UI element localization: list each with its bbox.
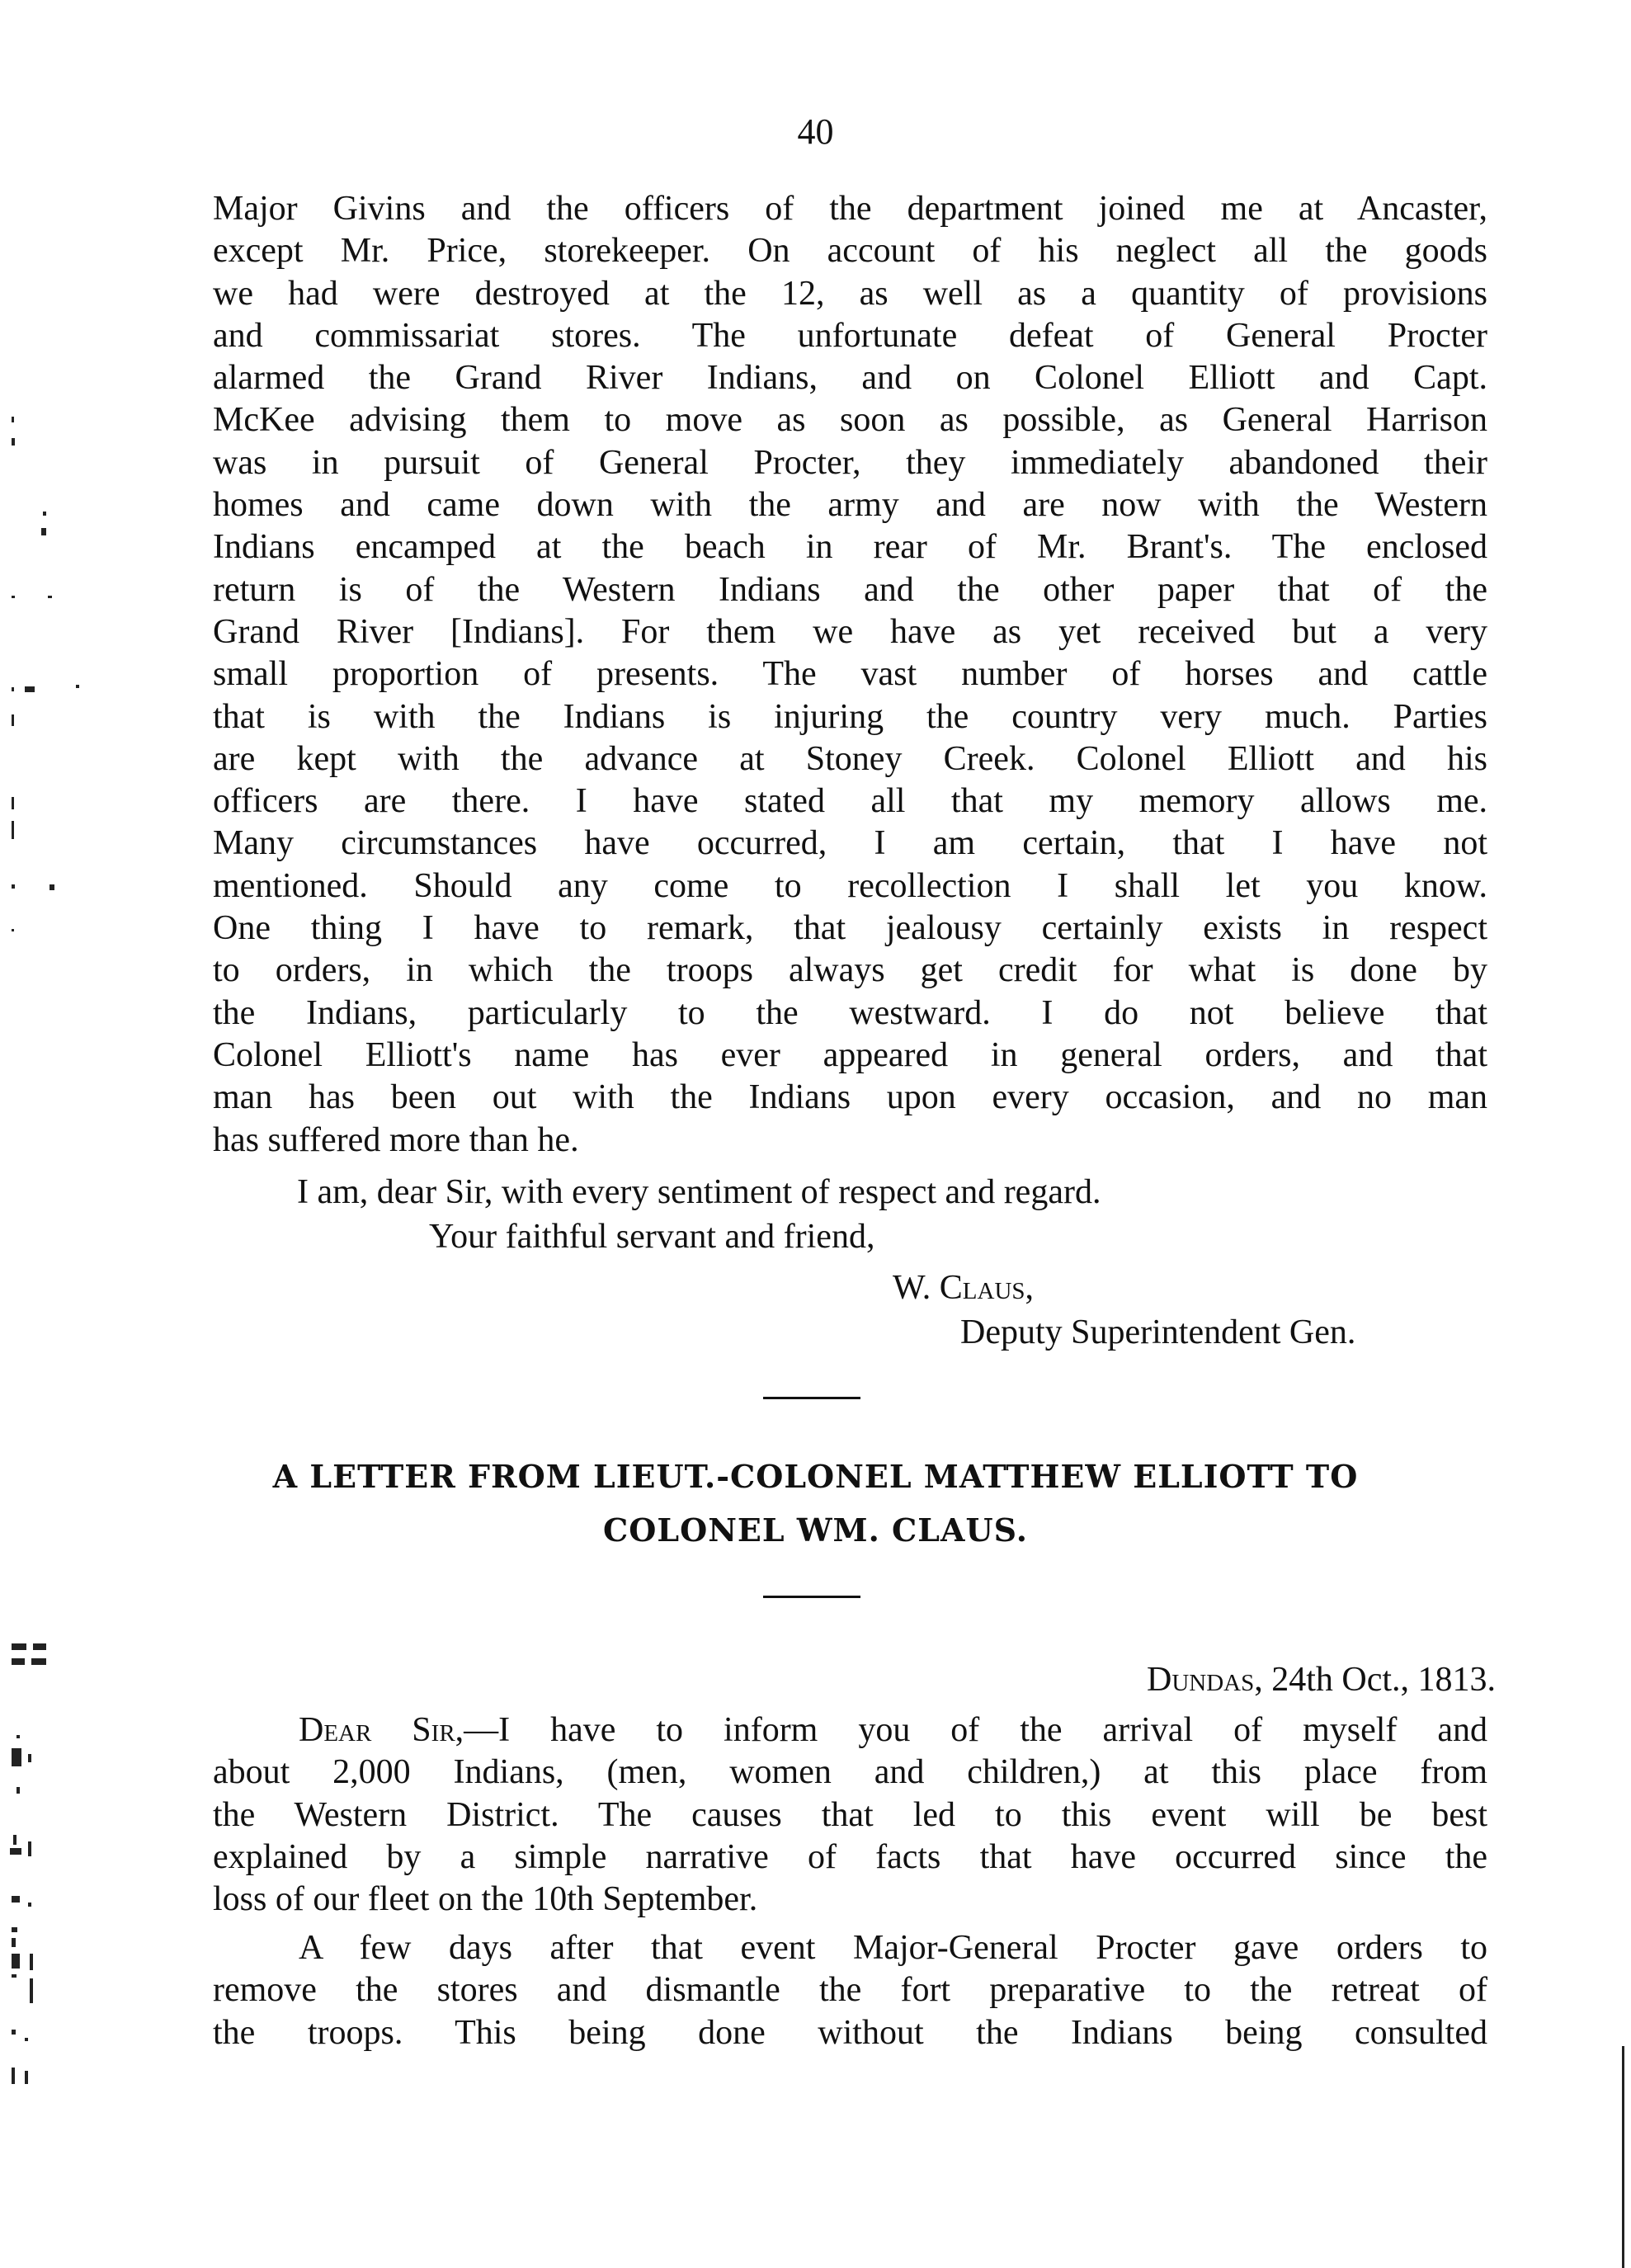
text-line: One thing I have to remark, that jealousy certainly exists in respect bbox=[213, 909, 1487, 948]
text-line: the troops. This being done without the Indians being consulted bbox=[213, 2013, 1487, 2052]
text-line: about 2,000 Indians, (men, women and children,) at this place from bbox=[213, 1753, 1487, 1792]
text-line: Grand River [Indians]. For them we have as yet received but a very bbox=[213, 612, 1487, 651]
letter-dateline bbox=[1147, 1659, 1496, 1701]
text-line: are kept with the advance at Stoney Creek. Colonel Elliott and his bbox=[213, 739, 1487, 778]
page-number: 40 bbox=[797, 111, 834, 152]
dateline-place: Dundas, bbox=[1147, 1661, 1263, 1699]
text-line: A few days after that event Major-General Procter gave orders to bbox=[299, 1929, 1487, 1967]
text-line: has suffered more than he. bbox=[213, 1120, 579, 1159]
text-line: to orders, in which the troops always get credit for what is done by bbox=[213, 951, 1487, 990]
text-line: Major Givins and the officers of the department joined me at Ancaster, bbox=[213, 190, 1487, 228]
text-line: mentioned. Should any come to recollection I shall let you know. bbox=[213, 866, 1487, 905]
text-line: we had were destroyed at the 12, as well as a quantity of provisions bbox=[213, 274, 1487, 313]
text-line: remove the stores and dismantle the fort preparative to the retreat of bbox=[213, 1971, 1487, 2010]
text-line: Indians encamped at the beach in rear of Mr. Brant's. The enclosed bbox=[213, 528, 1487, 567]
text-line: small proportion of presents. The vast number of horses and cattle bbox=[213, 655, 1487, 694]
text-line: and commissariat stores. The unfortunate defeat of General Procter bbox=[213, 316, 1487, 355]
text-line: loss of our fleet on the 10th September. bbox=[213, 1880, 758, 1919]
section-divider bbox=[763, 1397, 860, 1399]
text-line: the Western District. The causes that led to this event will be best bbox=[213, 1795, 1487, 1834]
letter-paragraph-2 bbox=[213, 1927, 1487, 2054]
letter-valediction: Your faithful servant and friend, bbox=[429, 1218, 875, 1256]
signature-title: Deputy Superintendent Gen. bbox=[960, 1313, 1356, 1351]
text-line: the Indians, particularly to the westward. I do not believe that bbox=[213, 993, 1487, 1032]
scan-margin-noise bbox=[0, 0, 132, 2268]
salutation: Dear Sir, bbox=[299, 1711, 464, 1749]
letter-body-continuation bbox=[213, 188, 1487, 1162]
text-line: Many circumstances have occurred, I am certain, that I have not bbox=[213, 824, 1487, 863]
text-line: Colonel Elliott's name has ever appeared in general orders, and that bbox=[213, 1035, 1487, 1074]
letter-heading-line-2: COLONEL WM. CLAUS. bbox=[603, 1511, 1028, 1549]
text-line: McKee advising them to move as soon as possible, as General Harrison bbox=[213, 401, 1487, 440]
signature-name: W. Claus, bbox=[893, 1269, 1035, 1307]
scan-edge-line bbox=[1622, 2046, 1624, 2268]
text-line: homes and came down with the army and are now with the Western bbox=[213, 486, 1487, 525]
text-line: explained by a simple narrative of facts that have occurred since the bbox=[213, 1837, 1487, 1876]
section-divider bbox=[763, 1596, 860, 1598]
text-line bbox=[213, 1709, 1487, 1752]
text-line: return is of the Western Indians and the other paper that of the bbox=[213, 570, 1487, 609]
salutation-continuation: —I have to inform you of the arrival of myself and bbox=[464, 1711, 1487, 1749]
letter-heading-line-1: A LETTER FROM LIEUT.-COLONEL MATTHEW ELLIOTT TO bbox=[272, 1458, 1359, 1495]
text-line: was in pursuit of General Procter, they immediately abandoned their bbox=[213, 443, 1487, 482]
text-line: officers are there. I have stated all that my memory allows me. bbox=[213, 782, 1487, 821]
letter-closing: I am, dear Sir, with every sentiment of respect and regard. bbox=[297, 1173, 1101, 1211]
text-line: except Mr. Price, storekeeper. On account of his neglect all the goods bbox=[213, 232, 1487, 271]
dateline-date: 24th Oct., 1813. bbox=[1262, 1661, 1497, 1699]
text-line: man has been out with the Indians upon every occasion, and no man bbox=[213, 1078, 1487, 1117]
text-line: alarmed the Grand River Indians, and on Colonel Elliott and Capt. bbox=[213, 359, 1487, 398]
text-line: that is with the Indians is injuring the country very much. Parties bbox=[213, 697, 1487, 736]
letter-paragraph-1 bbox=[213, 1709, 1487, 1921]
